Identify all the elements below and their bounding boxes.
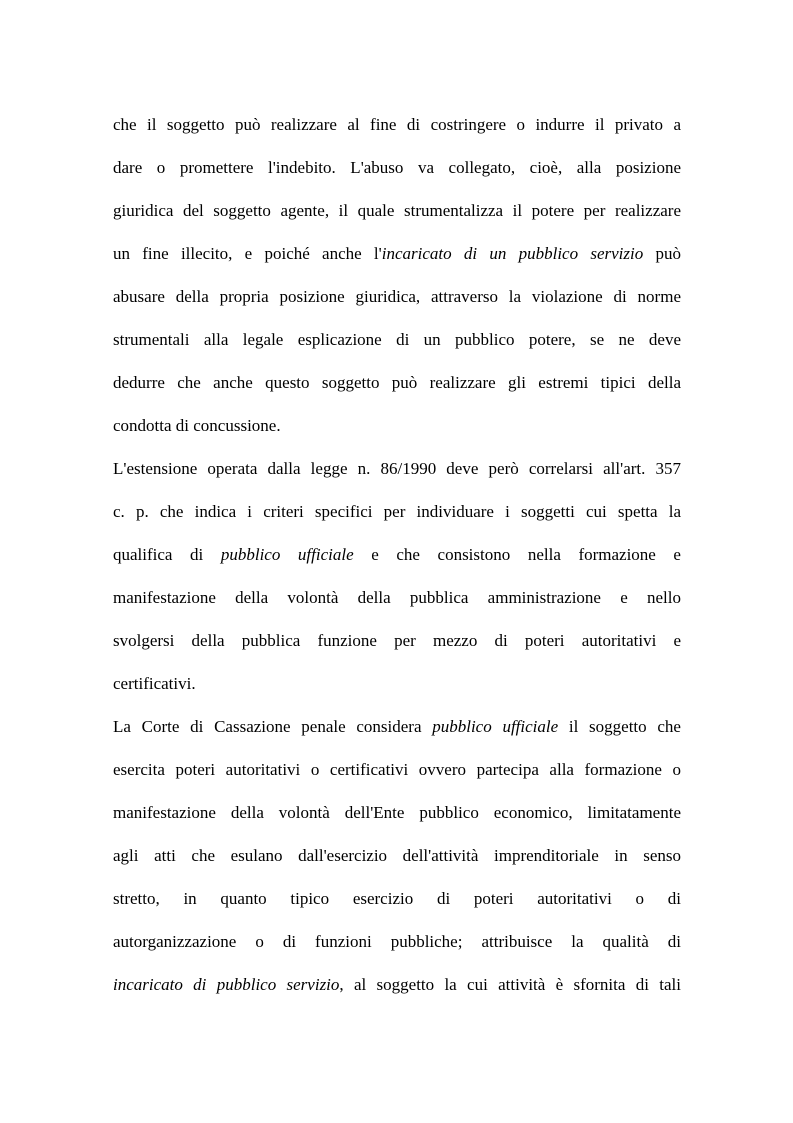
text-line	[113, 755, 681, 798]
italic-term: incaricato di un pubblico servizio	[381, 244, 644, 263]
text-run: un fine illecito, e poiché anche l'	[113, 244, 382, 263]
text-line	[113, 497, 681, 540]
text-run: manifestazione della volontà dell'Ente pubblico economico, limitatamente	[113, 803, 681, 822]
text-line	[113, 153, 681, 196]
text-run: manifestazione della volontà della pubblica amministrazione e nello	[113, 588, 681, 607]
text-run: agli atti che esulano dall'esercizio dell'attività imprenditoriale in senso	[113, 846, 681, 865]
italic-term: pubblico ufficiale	[220, 545, 354, 564]
text-line	[113, 712, 681, 755]
italic-term: incaricato di pubblico servizio	[113, 975, 340, 994]
text-line	[113, 368, 681, 411]
text-line	[113, 411, 681, 454]
text-run: L'estensione operata dalla legge n. 86/1990 deve però correlarsi all'art. 357	[113, 459, 681, 478]
text-run: condotta di concussione.	[113, 416, 281, 435]
body-text	[113, 110, 681, 1013]
text-line	[113, 196, 681, 239]
text-run: e che consistono nella formazione e	[353, 545, 681, 564]
text-run: esercita poteri autoritativi o certificativi ovvero partecipa alla formazione o	[113, 760, 681, 779]
text-line	[113, 626, 681, 669]
text-line	[113, 239, 681, 282]
text-run: , al soggetto la cui attività è sfornita di tali	[339, 975, 681, 994]
text-line	[113, 970, 681, 1013]
text-run: dare o promettere l'indebito. L'abuso va collegato, cioè, alla posizione	[113, 158, 681, 177]
text-run: dedurre che anche questo soggetto può realizzare gli estremi tipici della	[113, 373, 681, 392]
text-line	[113, 669, 681, 712]
text-run: stretto, in quanto tipico esercizio di poteri autoritativi o di	[113, 889, 681, 908]
text-line	[113, 325, 681, 368]
text-line	[113, 110, 681, 153]
text-line	[113, 282, 681, 325]
text-line	[113, 540, 681, 583]
text-run: abusare della propria posizione giuridica, attraverso la violazione di norme	[113, 287, 681, 306]
text-line	[113, 454, 681, 497]
italic-term: pubblico ufficiale	[432, 717, 559, 736]
text-run: c. p. che indica i criteri specifici per individuare i soggetti cui spetta la	[113, 502, 681, 521]
text-run: qualifica di	[113, 545, 221, 564]
text-line	[113, 927, 681, 970]
text-run: autorganizzazione o di funzioni pubbliche; attribuisce la qualità di	[113, 932, 681, 951]
text-line	[113, 884, 681, 927]
text-run: svolgersi della pubblica funzione per mezzo di poteri autoritativi e	[113, 631, 681, 650]
text-run: La Corte di Cassazione penale considera	[113, 717, 433, 736]
text-run: che il soggetto può realizzare al fine di costringere o indurre il privato a	[113, 115, 681, 134]
text-line	[113, 841, 681, 884]
text-run: certificativi.	[113, 674, 196, 693]
text-run: giuridica del soggetto agente, il quale strumentalizza il potere per realizzare	[113, 201, 681, 220]
text-run: strumentali alla legale esplicazione di un pubblico potere, se ne deve	[113, 330, 681, 349]
text-line	[113, 583, 681, 626]
text-line	[113, 798, 681, 841]
text-run: può	[643, 244, 682, 263]
text-run: il soggetto che	[558, 717, 681, 736]
